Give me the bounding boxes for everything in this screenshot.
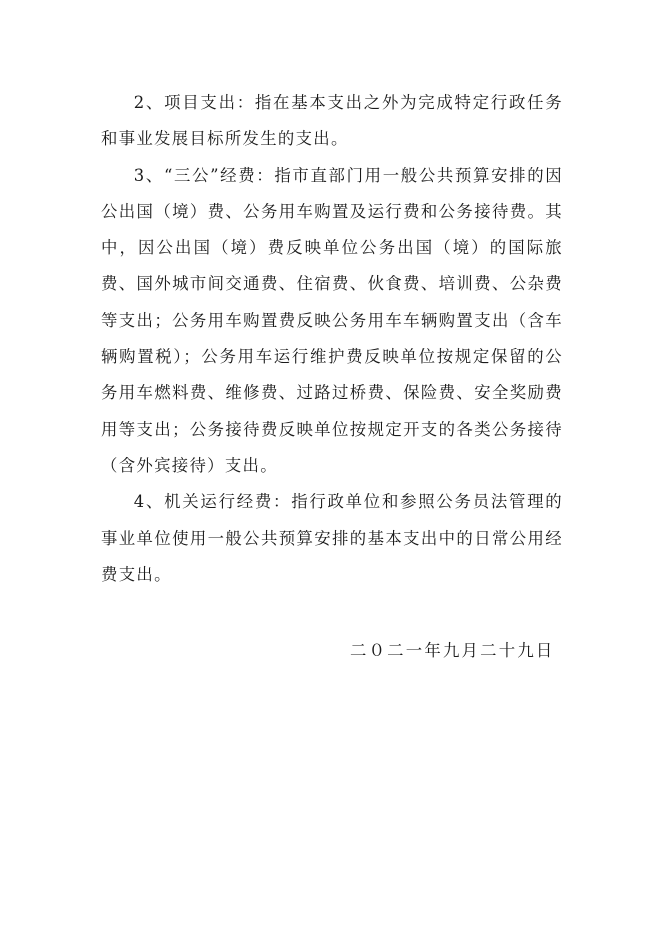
- paragraph-project-expenditure: 2、项目支出：指在基本支出之外为完成特定行政任务和事业发展目标所发生的支出。: [101, 93, 563, 149]
- document-date: 二０二一年九月二十九日: [350, 641, 555, 660]
- paragraph-agency-operating-expenses: 4、机关运行经费：指行政单位和参照公务员法管理的事业单位使用一般公共预算安排的基本支出中的日常公用经费支出。: [101, 492, 563, 584]
- document-body: [101, 85, 563, 593]
- paragraph-three-public-expenses: 3、“三公”经费：指市直部门用一般公共预算安排的因公出国（境）费、公务用车购置及运行费和公务接待费。其中，因公出国（境）费反映单位公务出国（境）的国际旅费、国外城市间交通费、住宿费、伙食费、培训费、公杂费等支出；公务用车购置费反映公务用车车辆购置支出（含车辆购置税）；公务用车运行维护费反映单位按规定保留的公务用车燃料费、维修费、过路过桥费、保险费、安全奖励费用等支出；公务接待费反映单位按规定开支的各类公务接待（含外宾接待）支出。: [101, 165, 563, 475]
